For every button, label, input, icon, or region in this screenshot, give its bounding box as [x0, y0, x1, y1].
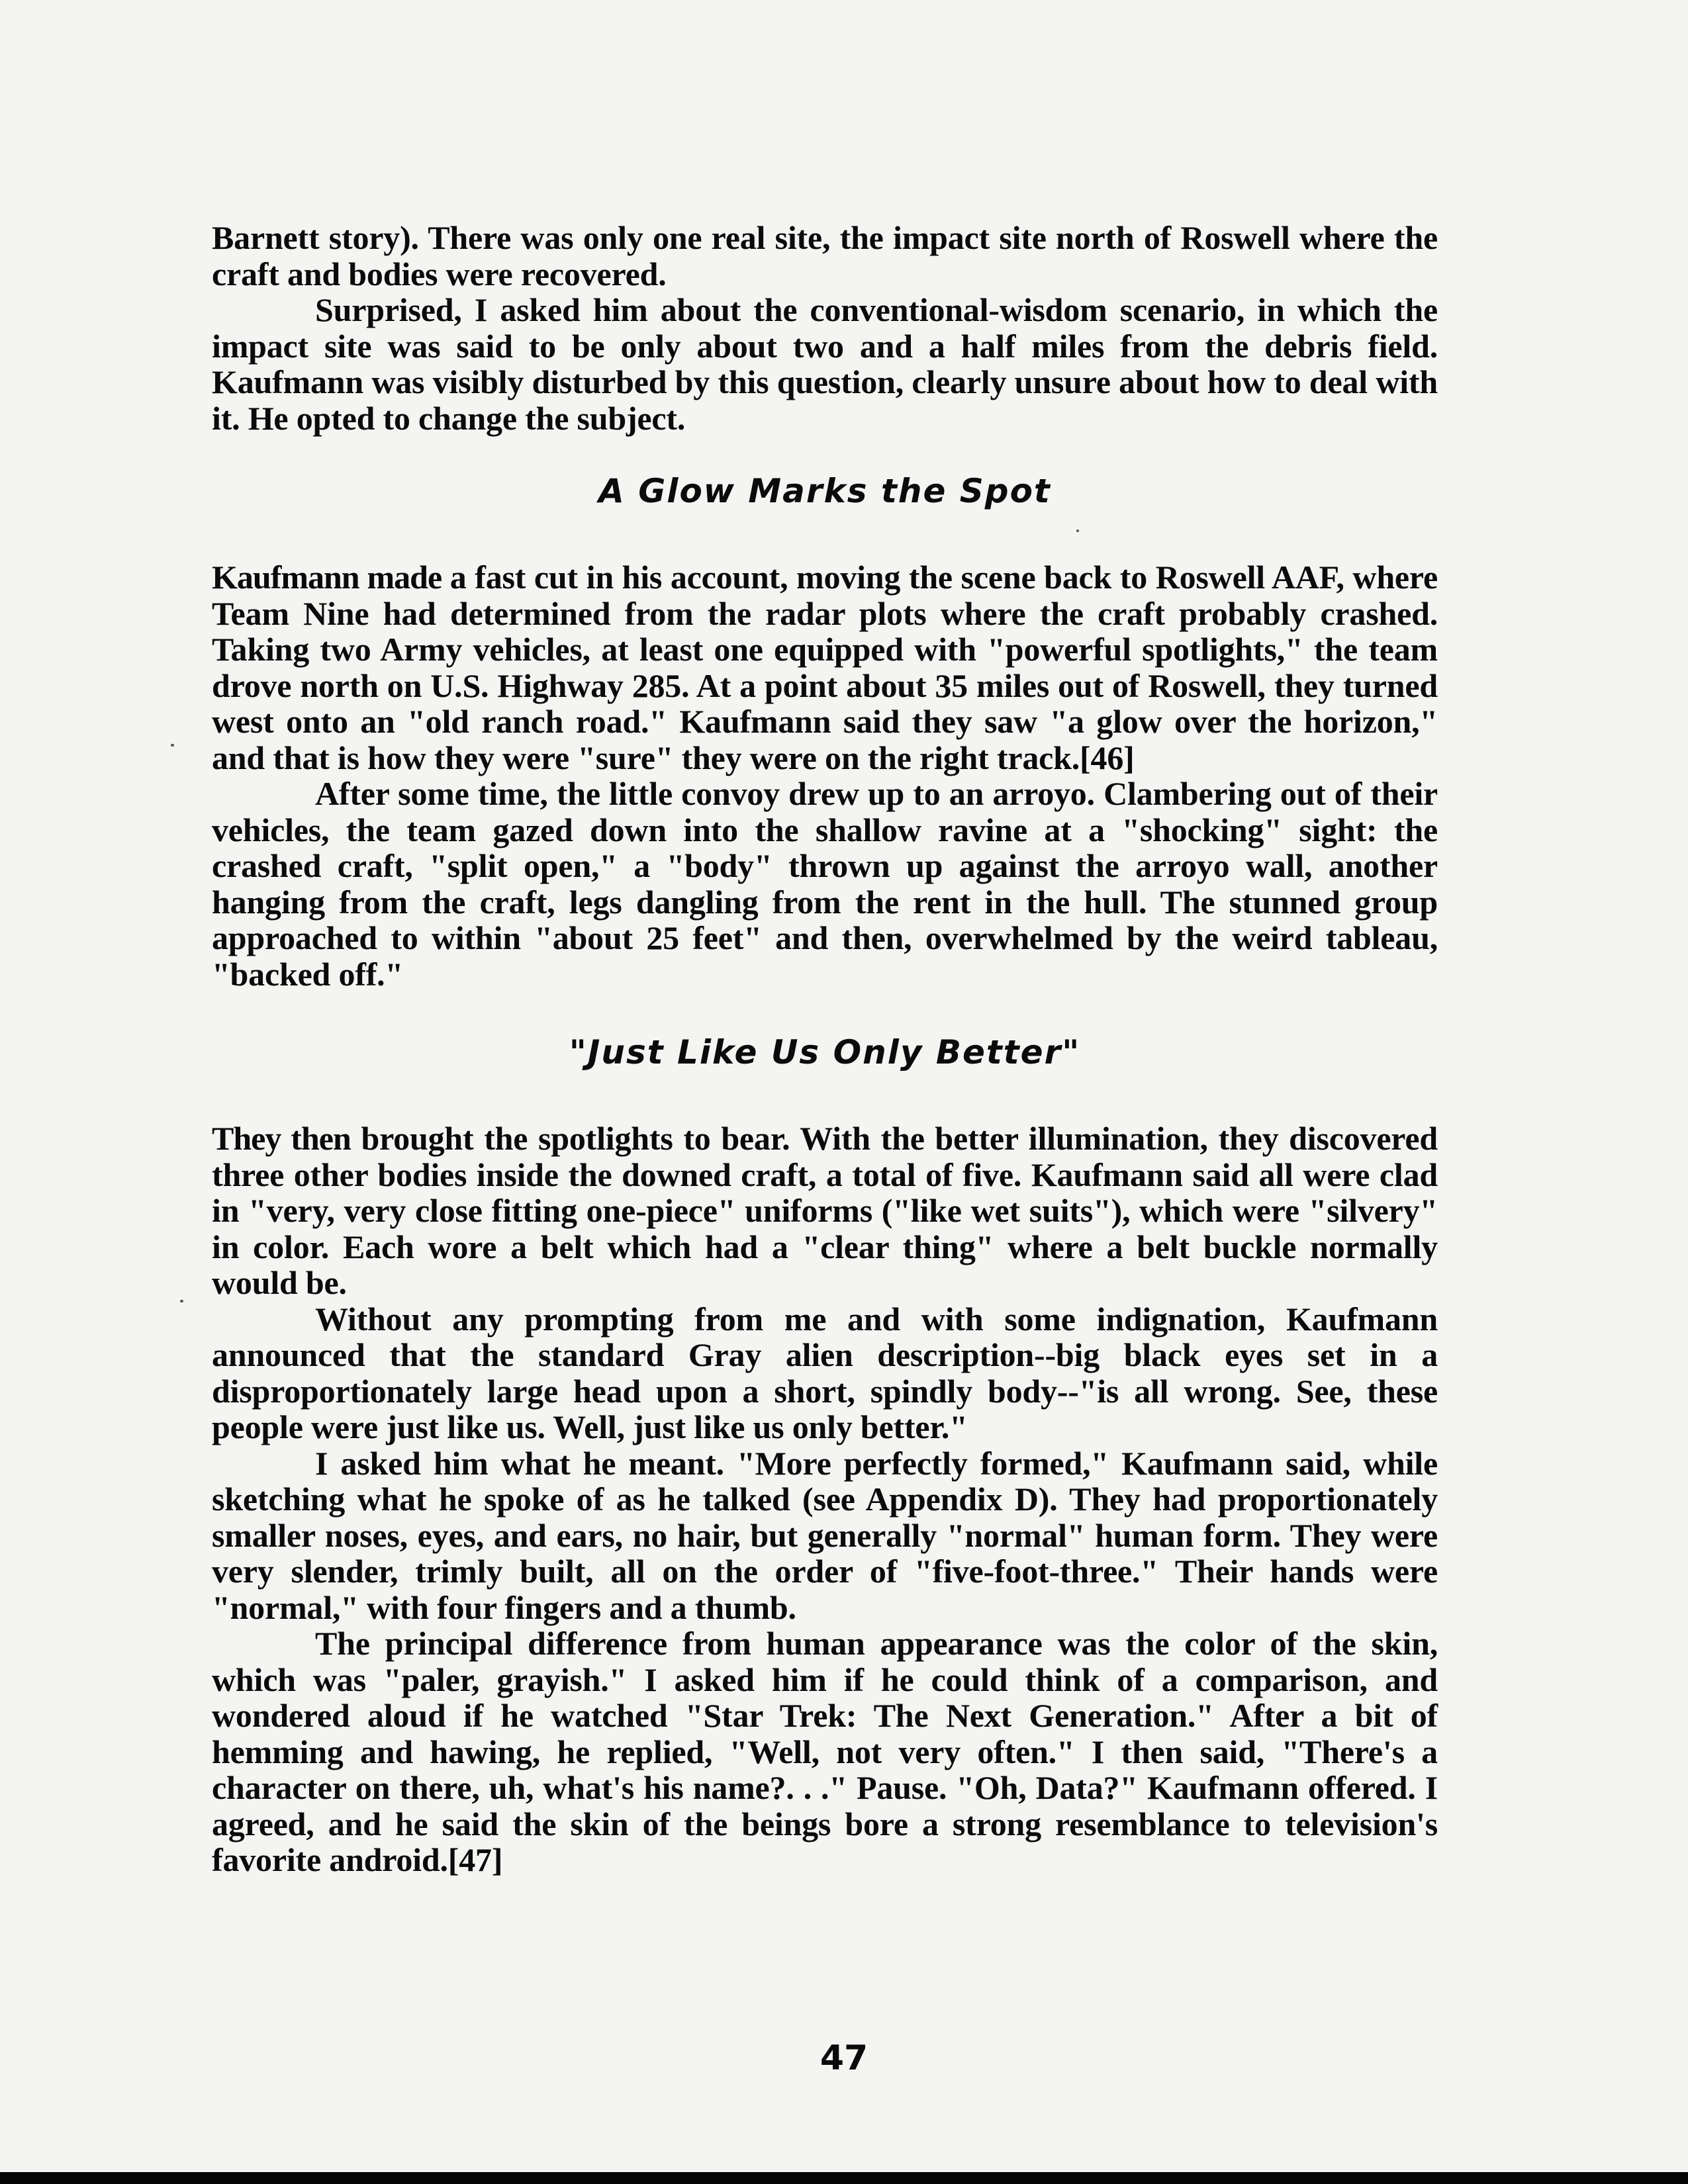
paragraph-3 [212, 559, 1438, 776]
section-heading-just-like-us: "Just Like Us Only Better" [569, 1033, 1081, 1071]
page-number: 47 [820, 2038, 868, 2078]
section-heading-glow: A Glow Marks the Spot [598, 472, 1051, 510]
scan-speck [171, 744, 174, 747]
scan-speck [1076, 529, 1079, 532]
scan-bottom-border [0, 2172, 1688, 2184]
paragraph-5 [212, 1120, 1438, 1301]
paragraph-5-body: brought the spotlights to bear. With the better illumination, they discovered three other bodies inside the downed craft, a total of five. Kaufmann said all were clad in "very, very close fitting one-piece" uniforms ("like wet suits"), which were "silvery" in color. Each wore a belt which had a "clear thing" where a belt buckle normally would be. [212, 1120, 1438, 1301]
paragraph-2: Surprised, I asked him about the conventional-wisdom scenario, in which the impact site was said to be only about two and a half miles from the debris field. Kaufmann was visibly disturbed by this question, clearly unsure about how to deal with it. He opted to change the subject. [212, 291, 1438, 437]
paragraph-7: I asked him what he meant. "More perfectly formed," Kaufmann said, while sketching what he spoke of as he talked (see Appendix D). They had proportionately smaller noses, eyes, and ears, no hair, but generally "normal" human form. They were very slender, trimly built, all on the order of "five-foot-three." Their hands were "normal," with four fingers and a thumb. [212, 1444, 1438, 1626]
paragraph-5-lead: They then [212, 1120, 351, 1157]
text-column [212, 220, 1438, 1878]
paragraph-8: The principal difference from human appearance was the color of the skin, which was "paler, grayish." I asked him if he could think of a comparison, and wondered aloud if he watched "Star Trek: The Next Generation." After a bit of hemming and hawing, he replied, "Well, not very often." I then said, "There's a character on there, uh, what's his name?. . ." Pause. "Oh, Data?" Kaufmann offered. I agreed, and he said the skin of the beings bore a strong resemblance to television's favorite android.[47] [212, 1625, 1438, 1878]
paragraph-1: Barnett story). There was only one real site, the impact site north of Roswell where the craft and bodies were recovered. [212, 219, 1438, 293]
paragraph-6: Without any prompting from me and with some indignation, Kaufmann announced that the standard Gray alien description--big black eyes set in a disproportionately large head upon a short, spindly body--"is all wrong. See, these people were just like us. Well, just like us only better." [212, 1300, 1438, 1445]
paragraph-3-body: a fast cut in his account, moving the scene back to Roswell AAF, where Team Nine had determined from the radar plots where the craft probably crashed. Taking two Army vehicles, at least one equipped with "powerful spotlights," the team drove north on U.S. Highway 285. At a point about 35 miles out of Roswell, they turned west onto an "old ranch road." Kaufmann said they saw "a glow over the horizon," and that is how they were "sure" they were on the right track.[46] [212, 559, 1438, 776]
paragraph-3-lead: Kaufmann made [212, 559, 442, 596]
paragraph-4: After some time, the little convoy drew up to an arroyo. Clambering out of their vehicles, the team gazed down into the shallow ravine at a "shocking" sight: the crashed craft, "split open," a "body" thrown up against the arroyo wall, another hanging from the craft, legs dangling from the rent in the hull. The stunned group approached to within "about 25 feet" and then, overwhelmed by the weird tableau, "backed off." [212, 775, 1438, 993]
scan-speck [180, 1300, 183, 1302]
